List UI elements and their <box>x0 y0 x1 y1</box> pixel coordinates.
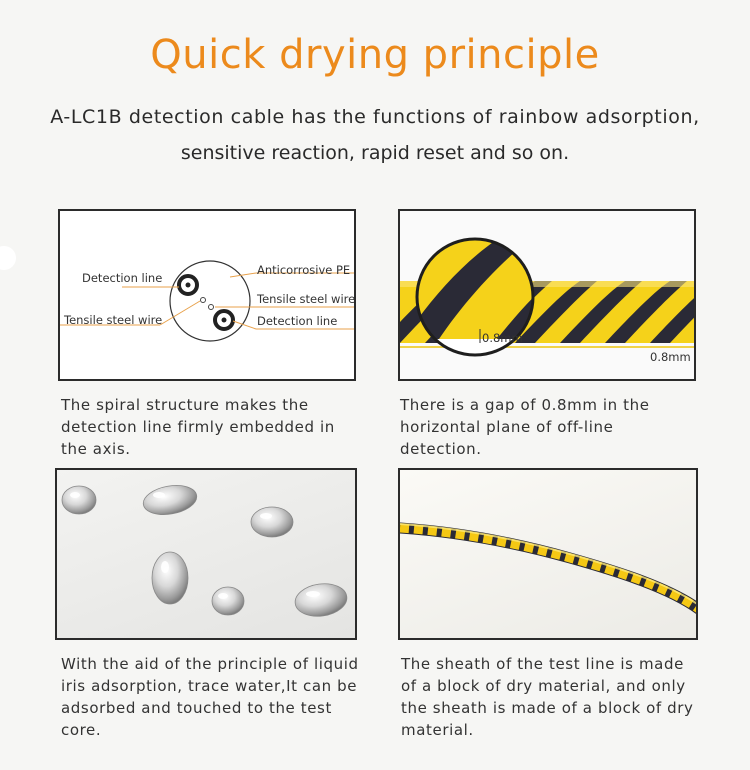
water-droplet-icon <box>62 486 96 514</box>
water-droplets-panel <box>55 468 357 640</box>
label-tensile-steel-wire-left: Tensile steel wire <box>64 313 163 327</box>
label-detection-line-top: Detection line <box>82 271 163 285</box>
subtitle-line-2: sensitive reaction, rapid reset and so on. <box>180 142 570 164</box>
coiled-cable-illustration <box>400 470 698 640</box>
coiled-cable-panel <box>398 468 698 640</box>
label-detection-line-bottom: Detection line <box>257 314 338 328</box>
label-anticorrosive-pe: Anticorrosive PE <box>257 263 351 277</box>
cable-gap-illustration <box>400 211 696 381</box>
steel-wire-dot <box>209 305 214 310</box>
water-droplet-icon <box>152 552 188 604</box>
gap-label-outer: 0.8mm <box>650 350 691 364</box>
cross-section-diagram-panel <box>58 209 356 381</box>
caption-adsorption: With the aid of the principle of liquid iris adsorption, trace water,It can be adsorbed and touched to the test core. <box>61 655 359 739</box>
caption-gap: There is a gap of 0.8mm in the horizontal plane of off-line detection. <box>400 396 650 458</box>
water-droplet-icon <box>293 581 349 620</box>
label-tensile-steel-wire-right: Tensile steel wire <box>257 292 356 306</box>
steel-wire-dot <box>201 298 206 303</box>
water-droplet-icon <box>212 587 244 615</box>
water-droplet-icon <box>141 482 199 519</box>
cable-outer-ring <box>170 261 250 341</box>
water-droplet-icon <box>251 507 293 537</box>
edge-decoration <box>0 246 16 270</box>
gap-label-inner: 0.8mm <box>482 331 523 345</box>
page-title: Quick drying principle <box>150 32 600 78</box>
caption-sheath: The sheath of the test line is made of a block of dry material, and only the sheath is made of a block of dry material. <box>401 655 694 739</box>
caption-spiral-structure: The spiral structure makes the detection line firmly embedded in the axis. <box>61 396 335 458</box>
subtitle-line-1: A-LC1B detection cable has the functions of rainbow adsorption, <box>50 106 700 128</box>
cable-gap-panel <box>398 209 696 381</box>
water-droplets-illustration <box>57 470 357 640</box>
cross-section-diagram <box>60 211 356 381</box>
